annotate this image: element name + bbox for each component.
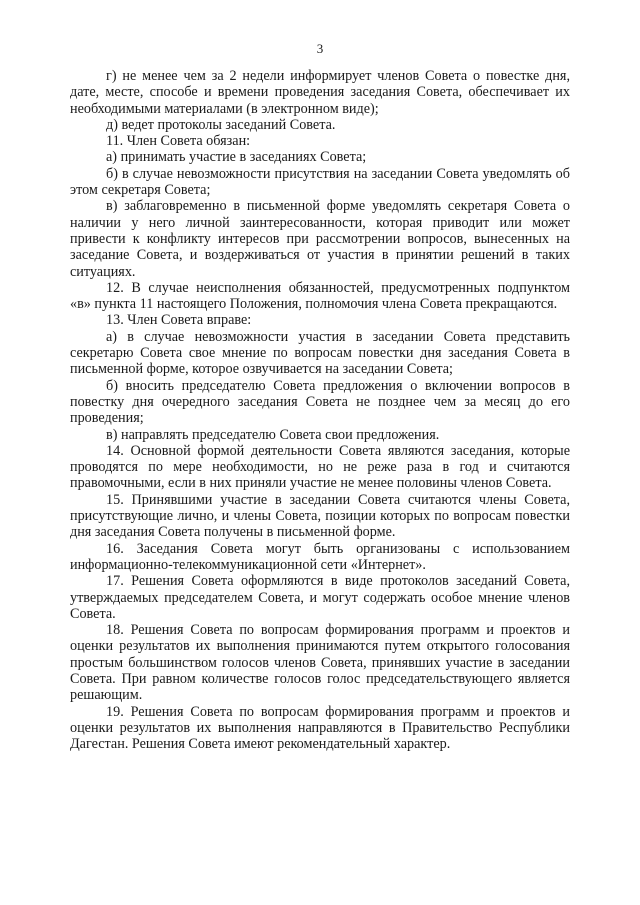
paragraph-4d: д) ведет протоколы заседаний Совета.: [106, 116, 336, 133]
paragraph-19: 19. Решения Совета по вопросам формирования программ и проектов и оценки результатов их выполнения направляются в Правительство Республики Дагестан. Решения Совета имеют рекомендательный характер.: [70, 703, 570, 753]
paragraph-13b: б) вносить председателю Совета предложения о включении вопросов в повестку дня очередного заседания Совета не позднее чем за месяц до его проведения;: [70, 377, 570, 427]
paragraph-12: 12. В случае неисполнения обязанностей, предусмотренных подпунктом «в» пункта 11 настоящего Положения, полномочия члена Совета прекращаются.: [70, 279, 570, 313]
paragraph-11a: а) принимать участие в заседаниях Совета;: [106, 149, 367, 166]
paragraph-17: 17. Решения Совета оформляются в виде протоколов заседаний Совета, утверждаемых председателем Совета, и могут содержать особое мнение членов Совета.: [70, 573, 570, 622]
paragraph-13v: в) направлять председателю Совета свои предложения.: [106, 426, 440, 443]
paragraph-4g: г) не менее чем за 2 недели информирует членов Совета о повестке дня, дате, месте, способе и времени проведения заседания Совета, обеспечивает их необходимыми материалами (в электронном виде);: [70, 68, 570, 117]
document-body: [70, 68, 570, 752]
paragraph-13a: а) в случае невозможности участия в заседании Совета представить секретарю Совета свое мнение по вопросам повестки дня заседания Совета в письменной форме, которое озвучивается на заседании Совета;: [70, 328, 570, 378]
paragraph-15: 15. Принявшими участие в заседании Совета считаются члены Совета, присутствующие лично, и члены Совета, позиции которых по вопросам повестки дня заседания Совета получены в письменной форме.: [70, 491, 570, 541]
paragraph-14: 14. Основной формой деятельности Совета являются заседания, которые проводятся по мере необходимости, но не реже раза в год и считаются правомочными, если в них приняли участие не менее половины членов Совета.: [70, 442, 570, 492]
paragraph-13: 13. Член Совета вправе:: [106, 312, 252, 329]
page-number: 3: [316, 41, 324, 56]
paragraph-18: 18. Решения Совета по вопросам формирования программ и проектов и оценки результатов их выполнения принимаются путем открытого голосования простым большинством голосов членов Совета, принявших участие в заседании Совета. При равном количестве голосов голос председательствующего является решающим.: [70, 622, 570, 704]
paragraph-11b: б) в случае невозможности присутствия на заседании Совета уведомлять об этом секретаря Совета;: [70, 165, 570, 199]
paragraph-11v: в) заблаговременно в письменной форме уведомлять секретаря Совета о наличии у него личной заинтересованности, которая приводит или может привести к конфликту интересов при рассмотрении вопросов, вынесенных на заседание Совета, и воздерживаться от участия в принятии решений в таких ситуациях.: [70, 198, 570, 280]
paragraph-11: 11. Член Совета обязан:: [106, 133, 251, 150]
paragraph-16: 16. Заседания Совета могут быть организованы с использованием информационно-телекоммуникационной сети «Интернет».: [70, 540, 570, 573]
